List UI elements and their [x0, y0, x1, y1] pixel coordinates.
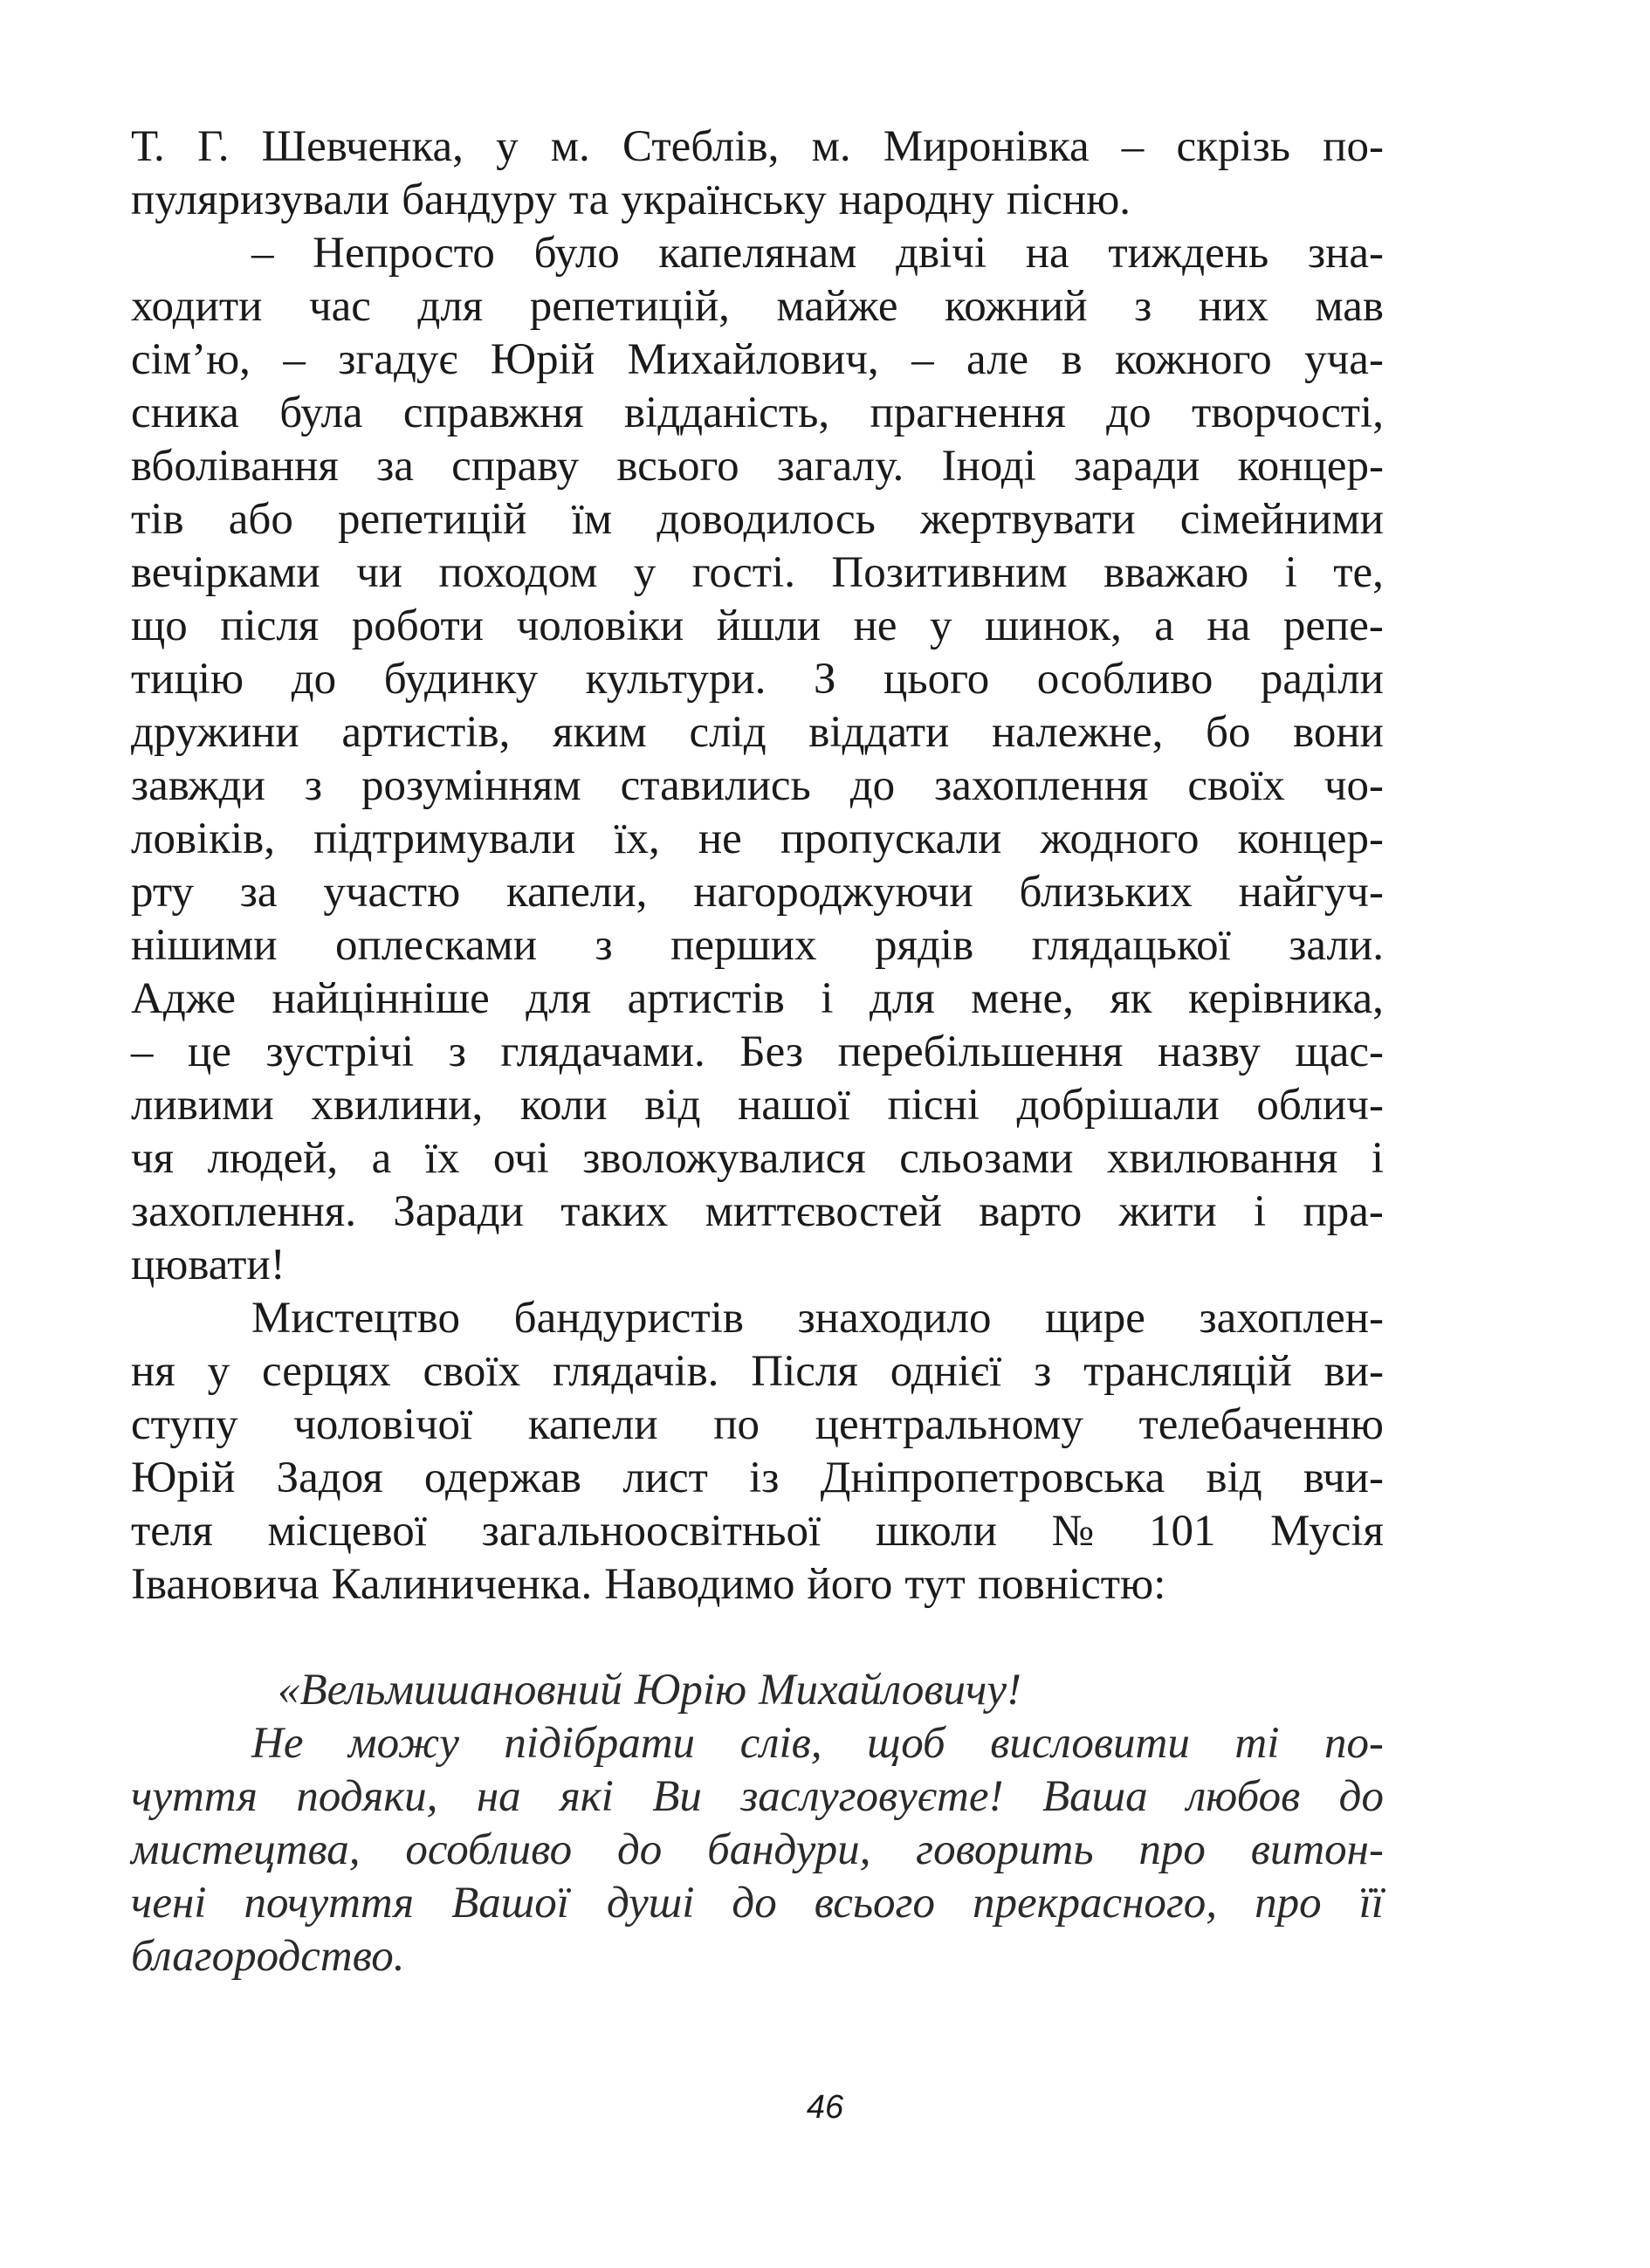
text-line: сім’ю, – згадує Юрій Михайлович, – але в кожного уча-: [131, 335, 1384, 384]
text-line: чуття подяки, на які Ви заслуговуєте! Ваша любов до: [131, 1772, 1384, 1821]
text-line: Адже найцінніше для артистів і для мене, як керівника,: [131, 974, 1384, 1023]
text-line: ловіків, підтримували їх, не пропускали жодного концер-: [131, 814, 1384, 863]
text-line: ступу чоловічої капели по центральному телебаченню: [131, 1400, 1384, 1449]
paragraph: [131, 120, 1384, 227]
text-line: ня у серцях своїх глядачів. Після однієї з трансляцій ви-: [131, 1347, 1384, 1396]
text-line: благородство.: [131, 1932, 405, 1981]
text-line: Не можу підібрати слів, щоб висловити ті по-: [251, 1719, 1384, 1768]
text-line: теля місцевої загальноосвітньої школи № 101 Мусія: [131, 1507, 1384, 1556]
text-line: – це зустрічі з глядачами. Без перебільшення назву щас-: [131, 1027, 1384, 1076]
paragraph: [131, 1292, 1384, 1612]
text-line: тицію до будинку культури. З цього особливо раділи: [131, 655, 1384, 704]
paragraph-gap: [131, 1612, 1384, 1664]
text-line: Юрій Задоя одержав лист із Дніпропетровська від вчи-: [131, 1454, 1384, 1502]
text-line: чені почуття Вашої душі до всього прекрасного, про її: [131, 1879, 1384, 1928]
text-line: чя людей, а їх очі зволожувалися сльозами хвилювання і: [131, 1134, 1384, 1183]
text-line: тів або репетицій їм доводилось жертвувати сімейними: [131, 495, 1384, 544]
paragraph: [131, 227, 1384, 1292]
letter-paragraph: [131, 1664, 1384, 1717]
text-line: нішими оплесками з перших рядів глядацької зали.: [131, 921, 1384, 970]
text-line: цювати!: [131, 1241, 285, 1289]
text-line: сника була справжня відданість, прагнення до творчості,: [131, 388, 1384, 437]
body-text: [131, 120, 1384, 1983]
text-line: – Непросто було капелянам двічі на тиждень зна-: [251, 229, 1384, 278]
text-line: захоплення. Заради таких миттєвостей варто жити і пра-: [131, 1187, 1384, 1236]
text-line: ливими хвилини, коли від нашої пісні добрішали облич-: [131, 1081, 1384, 1130]
text-line: «Вельмишановний Юрію Михайловичу!: [278, 1666, 1021, 1715]
text-line: завжди з розумінням ставились до захоплення своїх чо-: [131, 761, 1384, 810]
letter-paragraph: [131, 1717, 1384, 1983]
text-line: вечірками чи походом у гості. Позитивним вважаю і те,: [131, 548, 1384, 597]
text-line: мистецтва, особливо до бандури, говорить про витон-: [131, 1825, 1384, 1874]
text-line: Івановича Калиниченка. Наводимо його тут повністю:: [131, 1560, 1166, 1609]
text-line: рту за участю капели, нагороджуючи близьких найгуч-: [131, 868, 1384, 917]
page-number: 46: [806, 2089, 844, 2126]
text-line: пуляризували бандуру та українську народну пісню.: [131, 175, 1131, 224]
text-line: Мистецтво бандуристів знаходило щире захоплен-: [251, 1294, 1384, 1343]
text-line: ходити час для репетицій, майже кожний з них мав: [131, 282, 1384, 331]
text-line: що після роботи чоловіки йшли не у шинок, а на репе-: [131, 601, 1384, 650]
text-line: дружини артистів, яким слід віддати належне, бо вони: [131, 708, 1384, 757]
text-line: Т. Г. Шевченка, у м. Стеблів, м. Миронівка – скрізь по-: [131, 122, 1384, 171]
text-line: вболівання за справу всього загалу. Іноді заради концер-: [131, 442, 1384, 491]
